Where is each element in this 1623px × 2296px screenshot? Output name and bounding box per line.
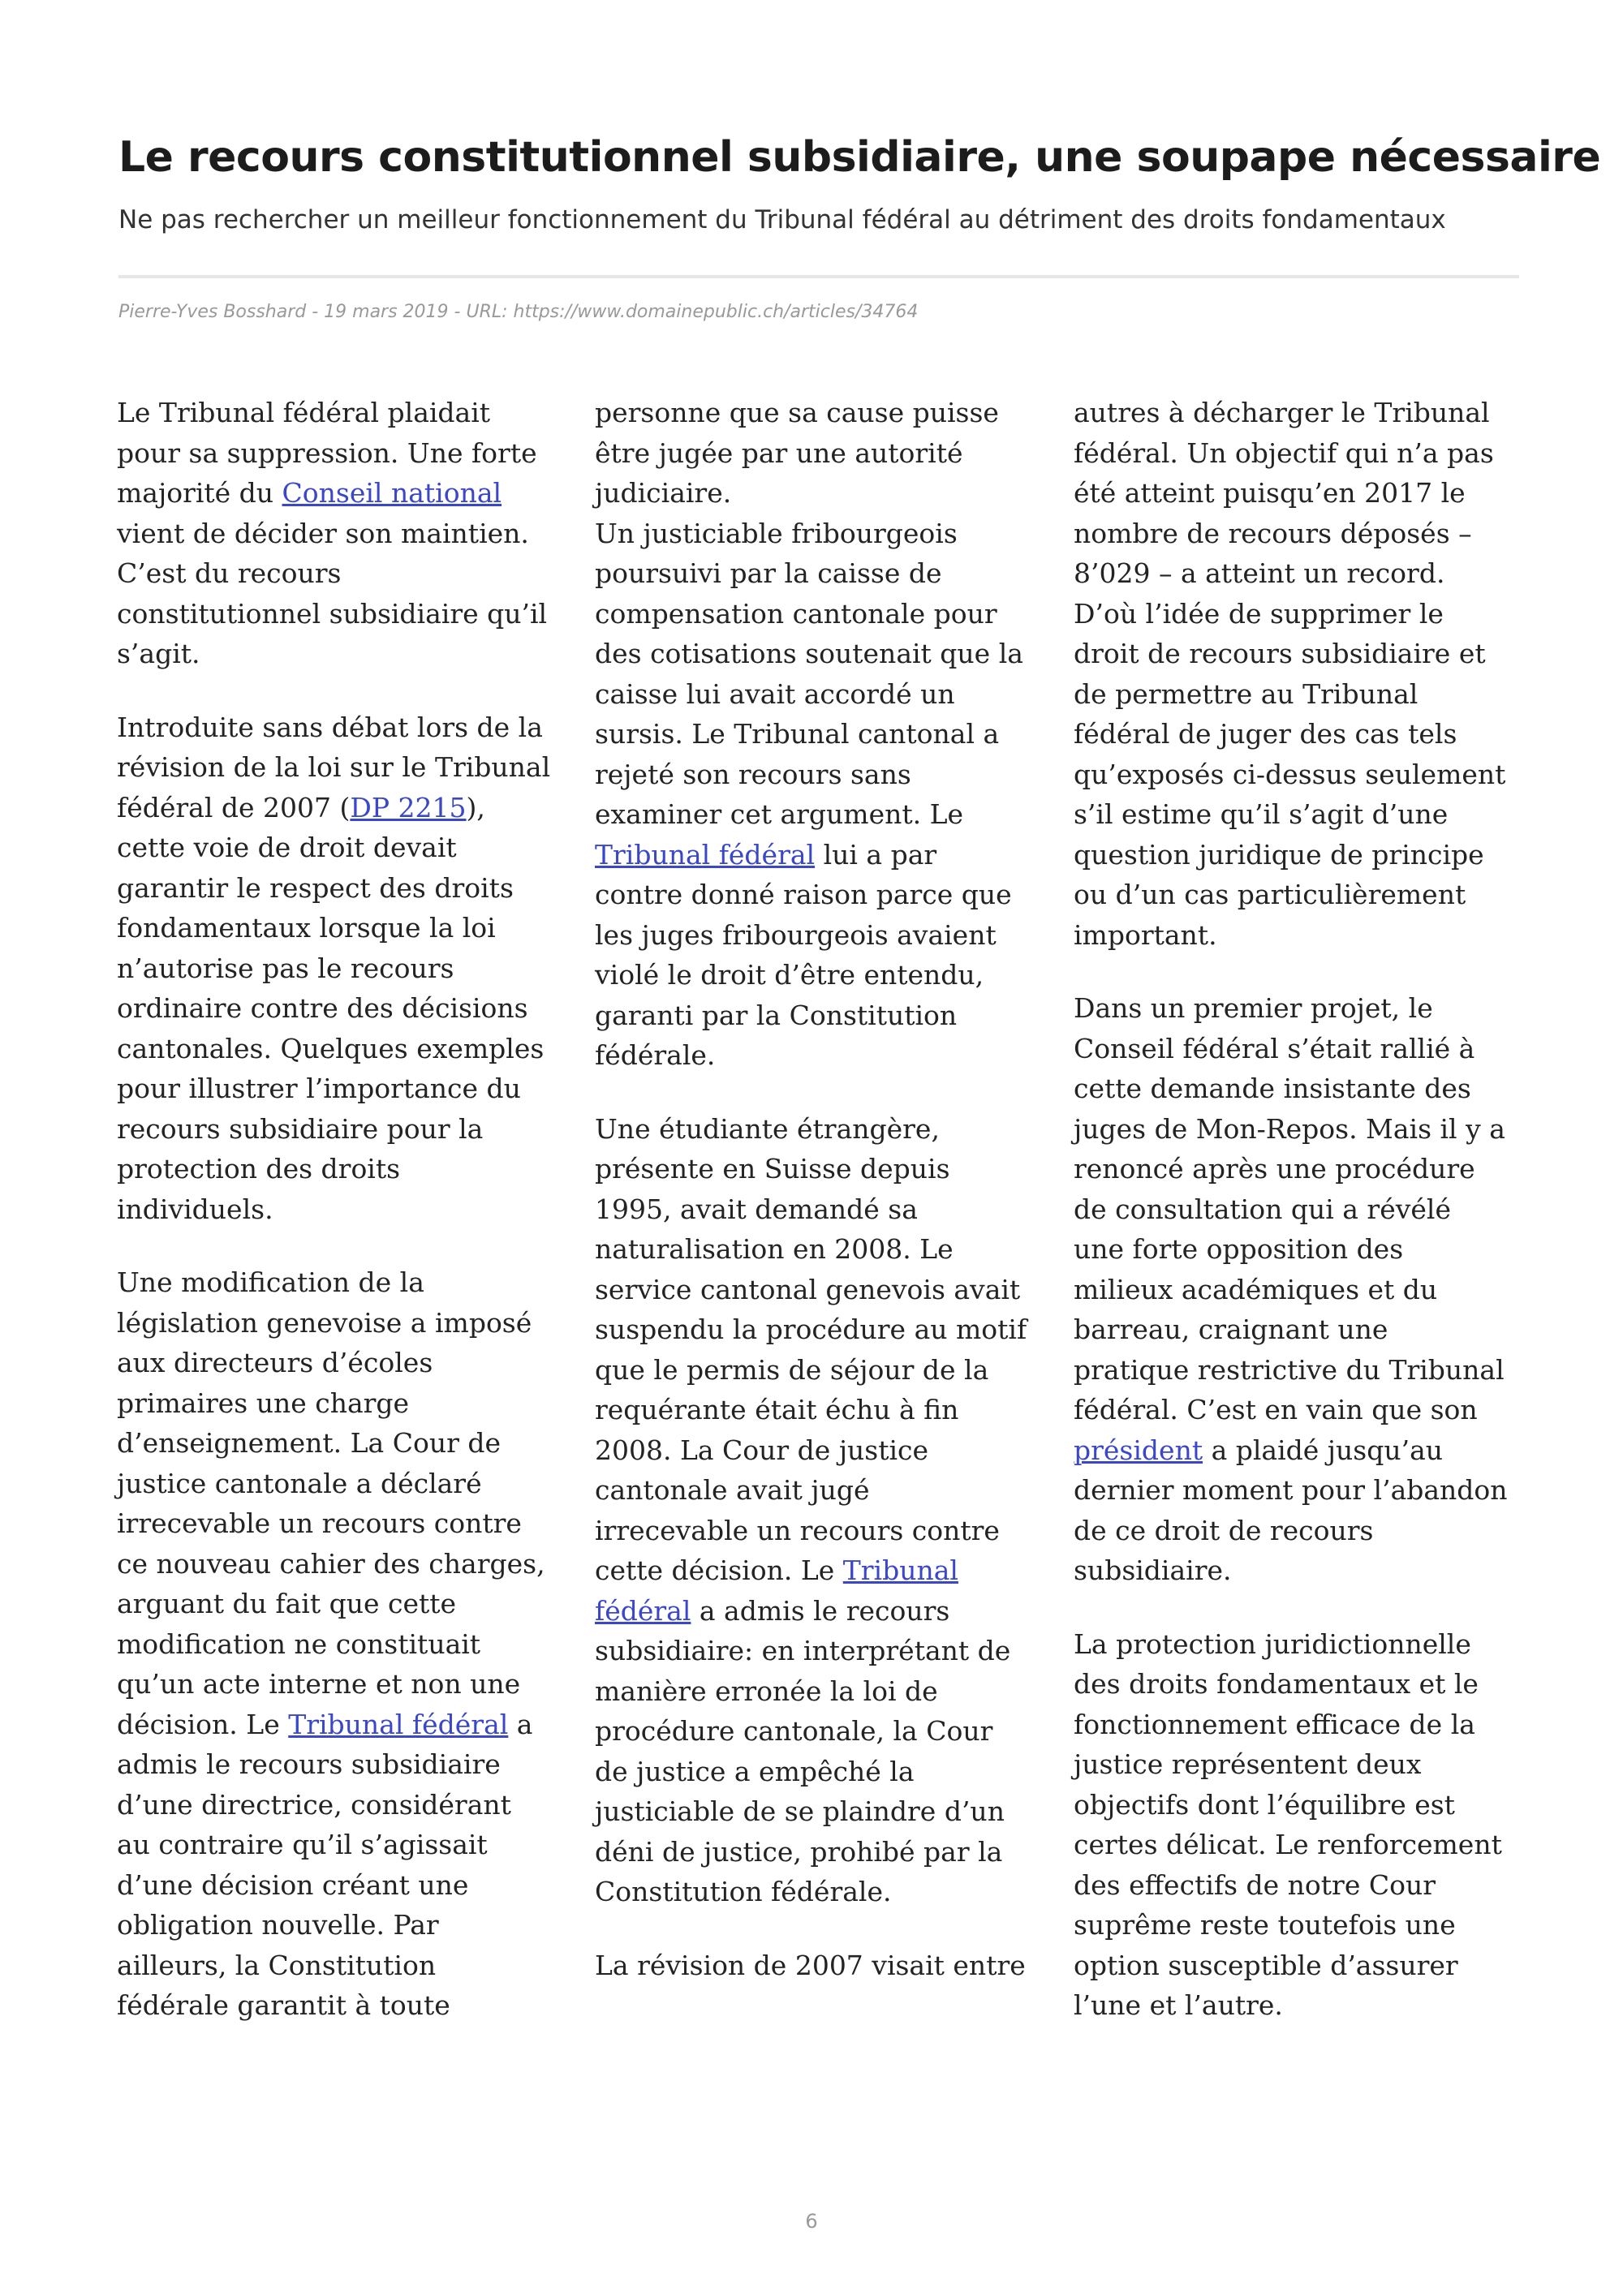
- text-line: d’une décision créant une: [117, 1868, 469, 1901]
- page-number: 6: [805, 2210, 818, 2233]
- text-line: fédérale.: [595, 1039, 716, 1071]
- text-fragment: a: [508, 1708, 533, 1740]
- text-line: pour illustrer l’importance du: [117, 1073, 521, 1104]
- text-line: Un justiciable fribourgeois: [595, 517, 958, 549]
- paragraph-gap: [595, 1076, 1041, 1109]
- text-line: La révision de 2007 visait entre: [595, 1949, 1026, 1981]
- text-line: des effectifs de notre Cour: [1074, 1868, 1436, 1901]
- text-line: Le Tribunal fédéral plaidait: [117, 397, 491, 428]
- text-line: juges de Mon-Repos. Mais il y a: [1074, 1112, 1505, 1145]
- text-line: ou d’un cas particulièrement: [1074, 879, 1466, 910]
- text-line: fédéral. Un objectif qui n’a pas: [1074, 436, 1494, 469]
- text-line: justiciable de se plaindre d’un: [595, 1795, 1005, 1827]
- text-line: recours subsidiaire pour la: [117, 1112, 484, 1145]
- text-line: service cantonal genevois avait: [595, 1273, 1021, 1305]
- text-fragment: a plaidé jusqu’au: [1203, 1434, 1444, 1466]
- text-fragment: lui a par: [815, 838, 937, 871]
- text-line: subsidiaire.: [1074, 1554, 1232, 1586]
- text-line: personne que sa cause puisse: [595, 397, 999, 428]
- text-line: [595, 1591, 1041, 1632]
- link-tribunal-federal[interactable]: Tribunal fédéral: [595, 838, 816, 871]
- text-line: être jugée par une autorité: [595, 436, 963, 469]
- text-line: de consultation qui a révélé: [1074, 1193, 1451, 1225]
- text-line: garantir le respect des droits: [117, 871, 514, 904]
- paragraph-gap: [1074, 1591, 1520, 1624]
- text-line: présente en Suisse depuis: [595, 1153, 950, 1185]
- text-line: question juridique de principe: [1074, 838, 1484, 871]
- text-line: une forte opposition des: [1074, 1233, 1404, 1265]
- text-line: pratique restrictive du Tribunal: [1074, 1353, 1505, 1386]
- text-line: arguant du fait que cette: [117, 1588, 457, 1619]
- text-line: irrecevable un recours contre: [117, 1507, 522, 1539]
- text-line: Une modification de la: [117, 1266, 424, 1298]
- text-line: dernier moment pour l’abandon: [1074, 1474, 1508, 1506]
- text-line: des droits fondamentaux et le: [1074, 1668, 1479, 1700]
- text-line: constitutionnel subsidiaire qu’il: [117, 597, 548, 630]
- text-line: requérante était échu à fin: [595, 1394, 959, 1425]
- text-line: 8’029 – a atteint un record.: [1074, 557, 1445, 589]
- text-line: violé le droit d’être entendu,: [595, 959, 984, 991]
- text-line: nombre de recours déposés –: [1074, 517, 1472, 549]
- text-line: [117, 1705, 563, 1745]
- text-line: cette voie de droit devait: [117, 832, 457, 863]
- text-line: autres à décharger le Tribunal: [1074, 397, 1490, 428]
- text-line: fédéral. C’est en vain que son: [1074, 1394, 1478, 1425]
- text-line: subsidiaire: en interprétant de: [595, 1635, 1011, 1666]
- text-line: renoncé après une procédure: [1074, 1153, 1475, 1185]
- text-line: Constitution fédérale.: [595, 1876, 892, 1907]
- text-line: cette demande insistante des: [1074, 1073, 1471, 1104]
- text-line: important.: [1074, 918, 1217, 951]
- text-line: pour sa suppression. Une forte: [117, 436, 537, 469]
- text-line: n’autorise pas le recours: [117, 952, 454, 984]
- text-line: ordinaire contre des décisions: [117, 992, 528, 1024]
- text-line: [595, 1550, 1041, 1591]
- text-line: [595, 835, 1041, 875]
- text-line: l’une et l’autre.: [1074, 1989, 1283, 2021]
- link-tribunal-federal[interactable]: fédéral: [595, 1594, 691, 1627]
- text-line: La protection juridictionnelle: [1074, 1627, 1471, 1660]
- text-line: obligation nouvelle. Par: [117, 1909, 439, 1941]
- paragraph-gap: [117, 674, 563, 707]
- text-line: justice représentent deux: [1074, 1748, 1422, 1780]
- text-line: Conseil fédéral s’était rallié à: [1074, 1032, 1475, 1064]
- text-line: naturalisation en 2008. Le: [595, 1233, 954, 1265]
- text-line: fédéral de juger des cas tels: [1074, 718, 1457, 750]
- paragraph-gap: [595, 1912, 1041, 1946]
- text-fragment: décision. Le: [117, 1708, 289, 1740]
- text-fragment: cette décision. Le: [595, 1554, 843, 1586]
- text-line: qu’un acte interne et non une: [117, 1668, 521, 1700]
- text-line: s’agit.: [117, 638, 200, 669]
- text-line: individuels.: [117, 1193, 273, 1225]
- text-line: des cotisations soutenait que la: [595, 638, 1023, 669]
- link-dp-2215[interactable]: DP 2215: [350, 791, 467, 823]
- text-line: qu’exposés ci-dessus seulement: [1074, 758, 1506, 790]
- paragraph-gap: [1074, 955, 1520, 988]
- text-line: barreau, craignant une: [1074, 1314, 1388, 1345]
- text-line: [1074, 1430, 1520, 1471]
- article-subtitle: Ne pas rechercher un meilleur fonctionnement du Tribunal fédéral au détriment des droits fondamentaux: [118, 205, 1446, 234]
- article-title: Le recours constitutionnel subsidiaire, une soupape nécessaire: [118, 133, 1601, 182]
- article-column-2: [595, 393, 1041, 1985]
- text-line: législation genevoise a imposé: [117, 1306, 532, 1339]
- text-line: s’il estime qu’il s’agit d’une: [1074, 798, 1449, 830]
- text-line: d’enseignement. La Cour de: [117, 1427, 502, 1459]
- header-divider: [118, 275, 1519, 278]
- text-line: fondamentaux lorsque la loi: [117, 912, 496, 944]
- text-line: ailleurs, la Constitution: [117, 1949, 437, 1981]
- link-tribunal-federal[interactable]: Tribunal fédéral: [288, 1708, 509, 1740]
- text-line: fonctionnement efficace de la: [1074, 1708, 1475, 1740]
- text-line: Dans un premier projet, le: [1074, 992, 1433, 1024]
- text-line: [117, 473, 563, 514]
- text-line: [117, 788, 563, 828]
- text-line: protection des droits: [117, 1153, 401, 1185]
- text-line: ce nouveau cahier des charges,: [117, 1547, 545, 1580]
- text-line: 2008. La Cour de justice: [595, 1434, 929, 1466]
- text-line: admis le recours subsidiaire: [117, 1748, 501, 1780]
- text-line: rejeté son recours sans: [595, 758, 911, 790]
- text-line: milieux académiques et du: [1074, 1273, 1438, 1305]
- text-line: été atteint puisqu’en 2017 le: [1074, 477, 1466, 509]
- text-line: de justice a empêché la: [595, 1755, 915, 1787]
- text-line: les juges fribourgeois avaient: [595, 918, 997, 951]
- text-line: caisse lui avait accordé un: [595, 677, 955, 710]
- text-line: fédérale garantit à toute: [117, 1989, 450, 2021]
- text-line: primaires une charge: [117, 1387, 410, 1419]
- article-column-3: [1074, 393, 1520, 2026]
- text-line: objectifs dont l’équilibre est: [1074, 1788, 1455, 1821]
- article-byline: Pierre-Yves Bosshard - 19 mars 2019 - URL: https://www.domainepublic.ch/articles/34764: [118, 302, 919, 322]
- text-line: Introduite sans débat lors de la: [117, 711, 543, 743]
- text-line: irrecevable un recours contre: [595, 1514, 1000, 1546]
- text-line: poursuivi par la caisse de: [595, 557, 942, 589]
- text-line: cantonales. Quelques exemples: [117, 1032, 545, 1064]
- text-line: garanti par la Constitution: [595, 999, 958, 1031]
- text-fragment: ),: [466, 791, 485, 823]
- text-line: vient de décider son maintien.: [117, 517, 529, 549]
- text-fragment: a admis le recours: [691, 1594, 950, 1627]
- text-line: de ce droit de recours: [1074, 1514, 1374, 1546]
- text-line: aux directeurs d’écoles: [117, 1347, 433, 1378]
- text-line: procédure cantonale, la Cour: [595, 1715, 993, 1747]
- link-president[interactable]: président: [1074, 1434, 1203, 1466]
- text-line: révision de la loi sur le Tribunal: [117, 751, 551, 783]
- text-line: 1995, avait demandé sa: [595, 1193, 918, 1225]
- text-line: judiciaire.: [595, 477, 732, 509]
- text-line: Une étudiante étrangère,: [595, 1112, 940, 1145]
- text-line: déni de justice, prohibé par la: [595, 1835, 1003, 1868]
- link-conseil-national[interactable]: Conseil national: [282, 477, 502, 509]
- text-line: sursis. Le Tribunal cantonal a: [595, 718, 1000, 750]
- text-line: cantonale avait jugé: [595, 1474, 870, 1506]
- text-line: compensation cantonale pour: [595, 597, 997, 630]
- text-line: de permettre au Tribunal: [1074, 677, 1419, 710]
- text-line: suspendu la procédure au motif: [595, 1314, 1027, 1345]
- text-line: option susceptible d’assurer: [1074, 1949, 1458, 1981]
- text-line: examiner cet argument. Le: [595, 798, 964, 830]
- text-line: C’est du recours: [117, 557, 342, 589]
- text-line: d’une directrice, considérant: [117, 1788, 511, 1821]
- paragraph-gap: [117, 1229, 563, 1262]
- text-line: contre donné raison parce que: [595, 879, 1012, 910]
- text-fragment: fédéral de 2007 (: [117, 791, 351, 823]
- text-line: droit de recours subsidiaire et: [1074, 638, 1486, 669]
- text-line: modification ne constituait: [117, 1627, 481, 1660]
- text-line: suprême reste toutefois une: [1074, 1909, 1456, 1941]
- text-fragment: majorité du: [117, 477, 282, 509]
- text-line: que le permis de séjour de la: [595, 1353, 989, 1386]
- text-line: certes délicat. Le renforcement: [1074, 1829, 1502, 1860]
- text-line: D’où l’idée de supprimer le: [1074, 597, 1444, 630]
- link-tribunal-federal[interactable]: Tribunal: [842, 1554, 958, 1586]
- text-line: au contraire qu’il s’agissait: [117, 1829, 488, 1860]
- article-column-1: [117, 393, 563, 2026]
- text-line: manière erronée la loi de: [595, 1675, 938, 1707]
- text-line: justice cantonale a déclaré: [117, 1467, 482, 1499]
